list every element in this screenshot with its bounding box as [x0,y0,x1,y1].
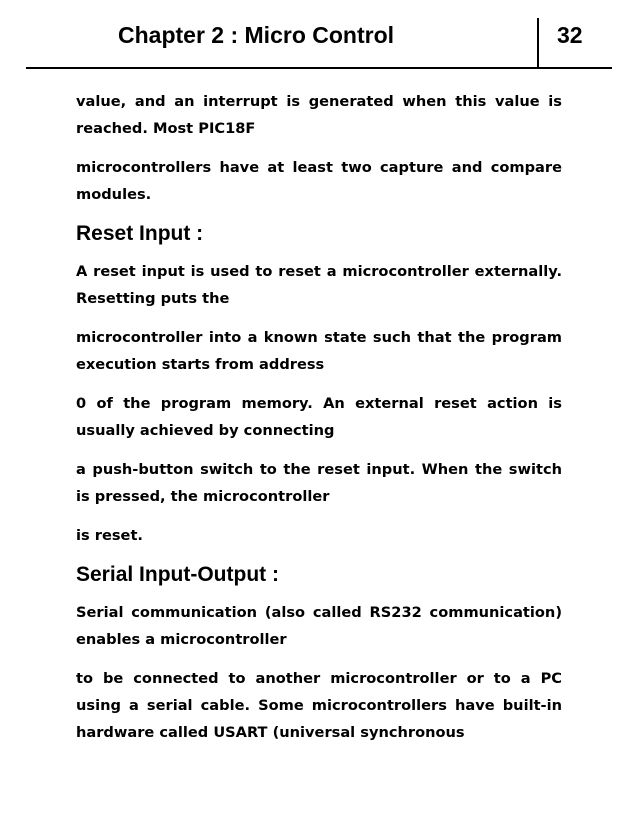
paragraph: microcontroller into a known state such that the program execution starts from address [76,329,562,373]
page-number: 32 [557,22,583,48]
paragraph: microcontrollers have at least two capture and compare modules. [76,159,562,203]
header-divider [537,18,539,68]
paragraph: a push-button switch to the reset input. When the switch is pressed, the microcontroller [76,461,562,505]
paragraph: 0 of the program memory. An external reset action is usually achieved by connecting [76,395,562,439]
chapter-title: Chapter 2 : Micro Control [118,22,395,48]
paragraph: value, and an interrupt is generated when this value is reached. Most PIC18F [76,93,562,137]
page-header [0,0,638,70]
page-content [76,88,562,758]
section-heading-reset-input: Reset Input : [76,222,204,245]
paragraph: Serial communication (also called RS232 communication) enables a microcontroller [76,604,562,648]
paragraph: A reset input is used to reset a microcontroller externally. Resetting puts the [76,263,562,307]
paragraph: to be connected to another microcontroller or to a PC using a serial cable. Some microcontrollers have built-in hardware called USART (universal synchronous [76,670,562,741]
header-rule [26,67,612,69]
section-heading-serial-input-output: Serial Input-Output : [76,563,279,586]
paragraph: is reset. [76,527,143,544]
